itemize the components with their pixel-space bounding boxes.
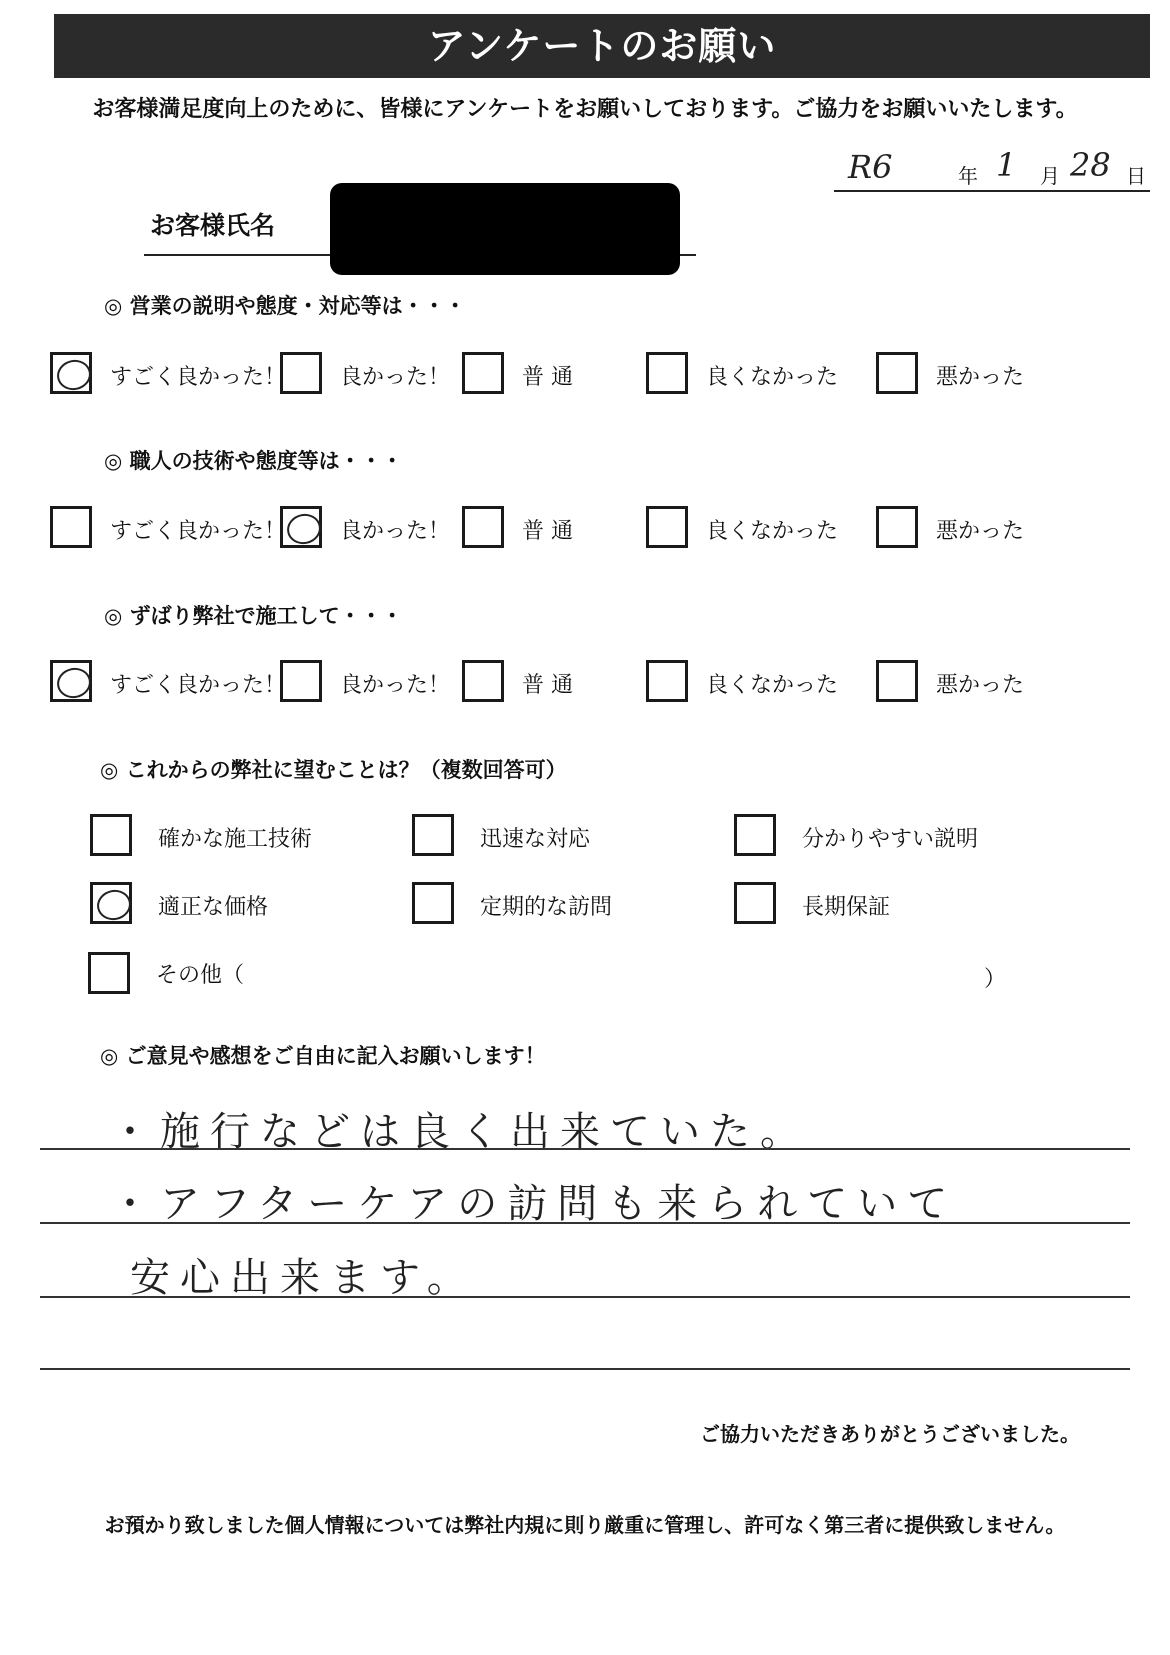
date-day: 28 [1070, 146, 1111, 184]
comment-line-2: ・アフターケアの訪問も来られていて [110, 1181, 958, 1227]
question-2-option-4-checkbox[interactable] [646, 506, 688, 548]
date-era-year: R6 [848, 148, 893, 186]
question-3-option-4-label: 良くなかった [706, 673, 839, 698]
year-unit: 年 [958, 164, 978, 188]
other-label: その他（ [156, 963, 245, 988]
question-3-title: ◎ ずばり弊社で施工して・・・ [104, 604, 403, 628]
wish-option-6-checkbox[interactable] [734, 882, 776, 924]
question-2-option-1-checkbox[interactable] [50, 506, 92, 548]
question-3-option-5-checkbox[interactable] [876, 660, 918, 702]
question-1-option-4-label: 良くなかった [706, 365, 839, 390]
question-3-option-5-label: 悪かった [936, 673, 1025, 698]
wish-option-1-checkbox[interactable] [90, 814, 132, 856]
circle-check-icon [284, 511, 323, 547]
question-3-option-2-checkbox[interactable] [280, 660, 322, 702]
question-2-title: ◎ 職人の技術や態度等は・・・ [104, 449, 403, 473]
question-3-option-3-checkbox[interactable] [462, 660, 504, 702]
month-unit: 月 [1040, 164, 1060, 188]
comment-rule-1 [40, 1148, 1130, 1150]
wishes-title: ◎ これからの弊社に望むことは？（複数回答可） [100, 758, 567, 782]
wish-option-1-label: 確かな施工技術 [158, 827, 313, 852]
question-1-option-3-label: 普 通 [522, 365, 573, 390]
question-1-option-2-checkbox[interactable] [280, 352, 322, 394]
question-3-option-1-checkbox[interactable] [50, 660, 92, 702]
wish-option-5-label: 定期的な訪問 [480, 895, 613, 920]
privacy-notice: お預かり致しました個人情報については弊社内規に則り厳重に管理し、許可なく第三者に提供致しません。 [104, 1513, 1066, 1537]
question-2-option-3-label: 普 通 [522, 519, 573, 544]
comment-rule-3 [40, 1296, 1130, 1298]
question-2-option-2-checkbox[interactable] [280, 506, 322, 548]
day-unit: 日 [1126, 164, 1146, 188]
wish-option-3-checkbox[interactable] [734, 814, 776, 856]
date-month: 1 [996, 146, 1017, 184]
wish-option-2-label: 迅速な対応 [480, 827, 591, 852]
question-2-option-5-checkbox[interactable] [876, 506, 918, 548]
question-1-option-1-label: すごく良かった！ [110, 365, 287, 390]
question-2-option-2-label: 良かった！ [340, 519, 451, 544]
question-2-option-5-label: 悪かった [936, 519, 1025, 544]
question-1-option-4-checkbox[interactable] [646, 352, 688, 394]
wish-option-6-label: 長期保証 [802, 895, 891, 920]
circle-check-icon [94, 887, 133, 923]
wish-option-4-label: 適正な価格 [158, 895, 269, 920]
question-2-option-3-checkbox[interactable] [462, 506, 504, 548]
circle-check-icon [54, 357, 93, 393]
other-checkbox[interactable] [88, 952, 130, 994]
comment-rule-4 [40, 1368, 1130, 1370]
question-3-option-1-label: すごく良かった！ [110, 673, 287, 698]
survey-title: アンケートのお願い [54, 14, 1150, 78]
date-underline [834, 190, 1150, 192]
intro-text: お客様満足度向上のために、皆様にアンケートをお願いしております。ご協力をお願いいたします。 [92, 97, 1078, 122]
other-close-paren: ） [984, 967, 1007, 992]
question-1-option-5-checkbox[interactable] [876, 352, 918, 394]
question-3-option-3-label: 普 通 [522, 673, 573, 698]
thanks-text: ご協力いただきありがとうございました。 [700, 1422, 1080, 1446]
comment-line-3: 安心出来ます。 [130, 1255, 477, 1301]
question-1-option-3-checkbox[interactable] [462, 352, 504, 394]
wish-option-2-checkbox[interactable] [412, 814, 454, 856]
wish-option-5-checkbox[interactable] [412, 882, 454, 924]
wish-option-3-label: 分かりやすい説明 [802, 827, 979, 852]
comment-rule-2 [40, 1222, 1130, 1224]
question-3-option-2-label: 良かった！ [340, 673, 451, 698]
question-3-option-4-checkbox[interactable] [646, 660, 688, 702]
question-1-option-5-label: 悪かった [936, 365, 1025, 390]
question-1-title: ◎ 営業の説明や態度・対応等は・・・ [104, 294, 466, 318]
customer-name-label: お客様氏名 [150, 211, 276, 240]
circle-check-icon [54, 665, 93, 701]
wish-option-4-checkbox[interactable] [90, 882, 132, 924]
question-2-option-1-label: すごく良かった！ [110, 519, 287, 544]
customer-name-redaction [330, 183, 680, 275]
question-1-option-1-checkbox[interactable] [50, 352, 92, 394]
comment-line-1: ・施行などは良く出来ていた。 [110, 1109, 810, 1155]
question-2-option-4-label: 良くなかった [706, 519, 839, 544]
comments-title: ◎ ご意見や感想をご自由に記入お願いします！ [100, 1044, 546, 1068]
question-1-option-2-label: 良かった！ [340, 365, 451, 390]
